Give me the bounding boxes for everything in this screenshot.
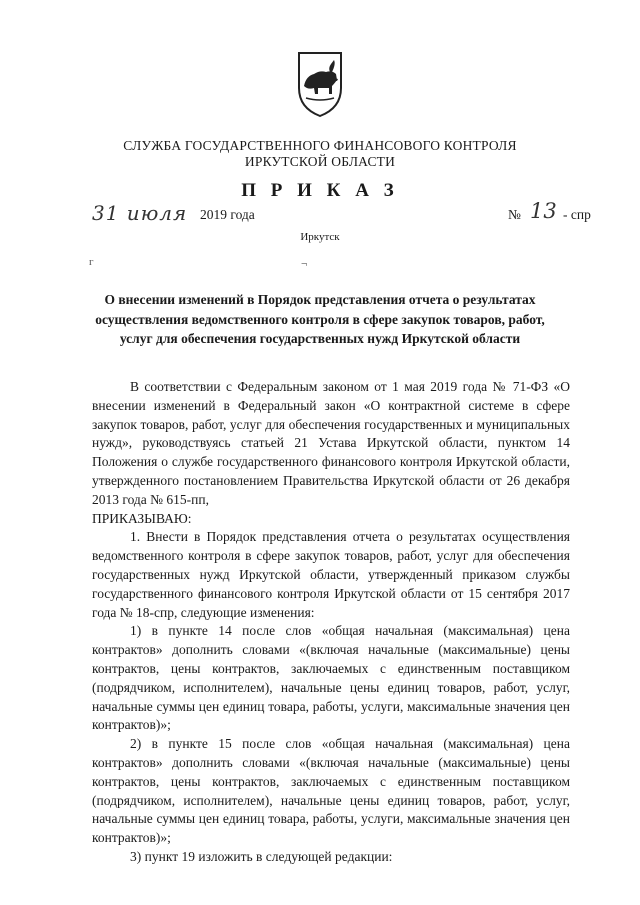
agency-name-line1: СЛУЖБА ГОСУДАРСТВЕННОГО ФИНАНСОВОГО КОНТРОЛЯ xyxy=(123,138,517,153)
document-title: П Р И К А З xyxy=(241,180,399,201)
order-word: ПРИКАЗЫВАЮ: xyxy=(92,510,192,526)
number-label: № xyxy=(508,207,521,222)
document-heading: О внесении изменений в Порядок представления отчета о результатах осуществления ведомственного контроля в сфере закупок товаров, работ, услуг для обеспечения государственных нужд Иркутской области xyxy=(95,292,545,346)
date-handwritten: 31 июля xyxy=(92,201,188,225)
number-suffix: - спр xyxy=(563,207,591,222)
agency-name-line2: ИРКУТСКОЙ ОБЛАСТИ xyxy=(244,154,396,169)
intro-paragraph: В соответствии с Федеральным законом от 1 мая 2019 года № 71-ФЗ «О внесении изменений в Федеральный закон «О контрактной системе в сфере закупок товаров, работ, услуг для обеспечения государственных и муниципальных нужд», руководствуясь статьей 21 Устава Иркутской области, пунктом 14 Положения о службе государственного финансового контроля Иркутской области, утвержденного постановлением Правительства Иркутской области от 26 декабря 2013 года № 615-пп, xyxy=(92,379,570,507)
document-body xyxy=(92,378,570,867)
coat-of-arms-icon xyxy=(296,50,344,118)
city: Иркутск xyxy=(300,231,340,243)
date-year: 2019 года xyxy=(200,207,255,222)
corner-mark-right: ¬ xyxy=(301,258,308,270)
subparagraph-3: 3) пункт 19 изложить в следующей редакции: xyxy=(130,848,393,864)
subparagraph-2: 2) в пункте 15 после слов «общая начальная (максимальная) цена контрактов» дополнить словами «(включая начальные (максимальные) цены контрактов, цены контрактов, заключаемых с единственным поставщиком (подрядчиком, исполнителем), начальные цены единиц товаров, работ, услуг, начальные суммы цен единиц товара, работы, услуги, максимальные значения цен контрактов)»; xyxy=(92,736,570,846)
subparagraph-1: 1) в пункте 14 после слов «общая начальная (максимальная) цена контрактов» дополнить словами «(включая начальные (максимальные) цены контрактов, цены контрактов, заключаемых с единственным поставщиком (подрядчиком, исполнителем), начальные цены единиц товаров, работ, услуг, начальные суммы цен единиц товара, работы, услуги, максимальные значения цен контрактов)»; xyxy=(92,623,570,733)
number-handwritten: 13 xyxy=(530,199,557,223)
paragraph-1: 1. Внести в Порядок представления отчета о результатах осуществления ведомственного контроля в сфере закупок товаров, работ, услуг для обеспечения государственных нужд Иркутской области, утвержденный приказом службы государственного финансового контроля Иркутской области от 15 сентября 2017 года № 18-спр, следующие изменения: xyxy=(92,529,570,620)
corner-mark-left: г xyxy=(89,256,94,268)
